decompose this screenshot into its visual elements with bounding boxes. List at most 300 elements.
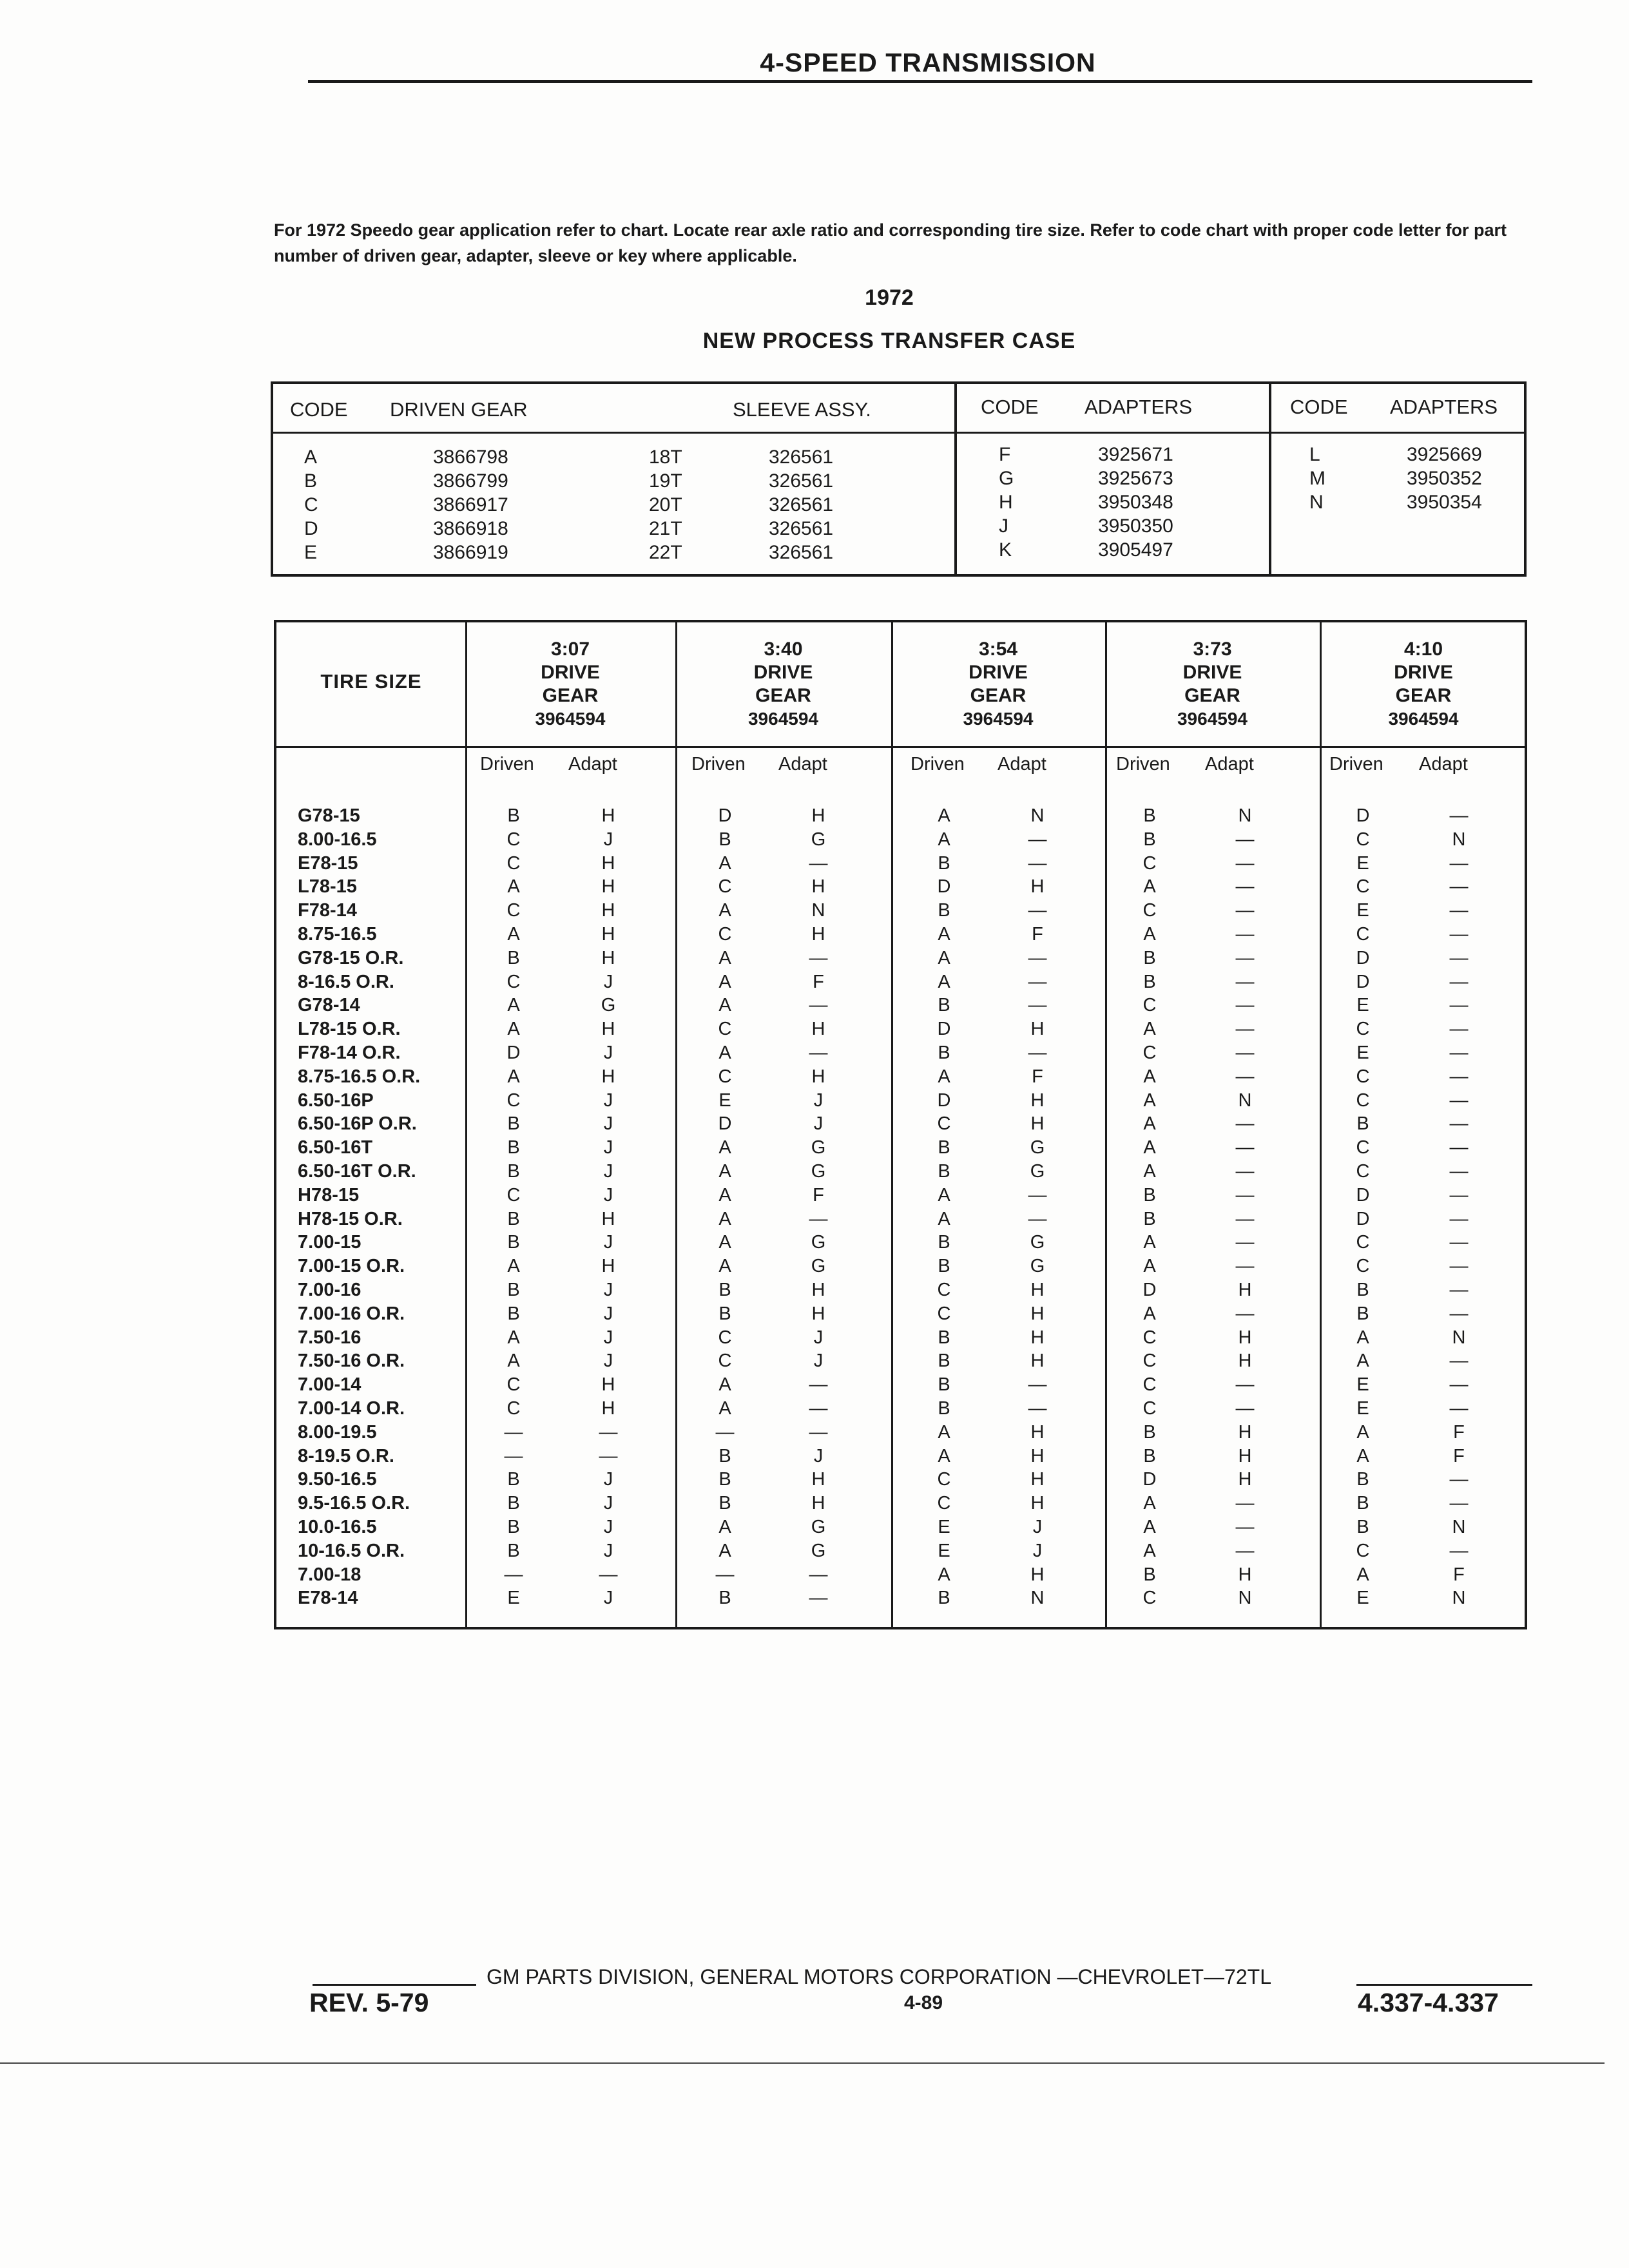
table-cell: — [1449, 1113, 1469, 1134]
table-cell: J [603, 1090, 613, 1111]
drive-gear-part: 3964594 [1177, 709, 1248, 729]
gear-sleeve-header: SLEEVE ASSY. [733, 398, 871, 421]
table-cell: E [507, 1588, 520, 1608]
table-cell: B [507, 1232, 520, 1253]
column-divider [675, 620, 677, 1629]
tire-size-label: 7.00-16 [298, 1280, 361, 1300]
table-cell: G [601, 995, 616, 1015]
gear-driven-header: DRIVEN GEAR [390, 398, 528, 421]
gear-teeth: 19T [649, 470, 682, 492]
table-cell: J [1032, 1517, 1043, 1537]
table-cell: — [1028, 900, 1047, 921]
table-cell: — [1449, 1066, 1469, 1087]
table-cell: C [1356, 1232, 1370, 1253]
adapter-part-number: 3925673 [1098, 468, 1173, 489]
table-cell: J [603, 1043, 613, 1063]
ratio-header [1320, 638, 1527, 731]
drive-label: DRIVE [1394, 662, 1453, 683]
table-cell: — [1449, 1209, 1469, 1229]
adapter-part-number: 3950352 [1407, 468, 1482, 489]
table-cell: D [1356, 805, 1370, 826]
table-cell: — [504, 1422, 523, 1443]
table-cell: H [601, 1256, 615, 1276]
tire-size-label: E78-15 [298, 853, 358, 874]
table-cell: C [1142, 995, 1157, 1015]
table-cell: H [1030, 1019, 1045, 1039]
table-cell: B [938, 995, 950, 1015]
drive-gear-part: 3964594 [1388, 709, 1459, 729]
table-cell: — [809, 1374, 828, 1395]
table-cell: D [1142, 1469, 1157, 1490]
adapter-code: K [999, 539, 1012, 561]
table-cell: E [1356, 1398, 1369, 1419]
axle-ratio: 3:40 [764, 639, 803, 660]
table-cell: B [1143, 805, 1156, 826]
table-cell: — [1449, 948, 1469, 968]
table-cell: A [1143, 1517, 1156, 1537]
table-cell: B [1143, 1185, 1156, 1206]
table-cell: — [1235, 1374, 1255, 1395]
sleeve-part-number: 326561 [769, 447, 834, 468]
ratio-header [675, 638, 891, 731]
table-cell: C [506, 853, 521, 874]
table-cell: C [937, 1493, 951, 1514]
gear-code: A [304, 447, 318, 468]
tire-size-label: 7.00-16 O.R. [298, 1303, 405, 1324]
table-cell: — [1235, 1493, 1255, 1514]
tire-size-label: F78-14 O.R. [298, 1043, 401, 1063]
table-cell: A [1143, 1090, 1156, 1111]
table-cell: — [1449, 876, 1469, 897]
table-cell: A [1356, 1446, 1369, 1466]
table-cell: C [1142, 1327, 1157, 1348]
adapter1-adapters-header: ADAPTERS [1084, 396, 1193, 418]
table-cell: A [938, 1185, 950, 1206]
gear-code-header: CODE [290, 398, 348, 421]
axle-ratio: 3:07 [550, 639, 590, 660]
table-cell: — [809, 1588, 828, 1608]
column-divider [891, 620, 893, 1629]
table-cell: — [1235, 972, 1255, 992]
table-cell: F [1032, 924, 1043, 945]
table-cell: C [1142, 1398, 1157, 1419]
axle-ratio: 3:54 [978, 639, 1018, 660]
table-cell: B [1143, 948, 1156, 968]
table-cell: A [1356, 1327, 1369, 1348]
ratio-header-rule [274, 746, 1527, 748]
driven-subheader: Driven [1329, 754, 1383, 774]
gear-part-number: 3866798 [433, 447, 508, 468]
table-cell: D [937, 876, 951, 897]
adapter-part-number: 3950354 [1407, 492, 1482, 513]
table-cell: C [1356, 1256, 1370, 1276]
table-cell: — [1028, 1209, 1047, 1229]
driven-subheader: Driven [911, 754, 965, 774]
table-cell: B [938, 1232, 950, 1253]
drive-gear-part: 3964594 [747, 709, 818, 729]
table-cell: A [1143, 924, 1156, 945]
table-cell: G [811, 1137, 826, 1158]
table-cell: C [1142, 900, 1157, 921]
table-cell: H [1238, 1469, 1252, 1490]
table-cell: H [1030, 1303, 1045, 1324]
table-cell: C [937, 1113, 951, 1134]
table-cell: — [1449, 1161, 1469, 1182]
table-cell: C [1356, 924, 1370, 945]
tire-size-label: 10.0-16.5 [298, 1517, 377, 1537]
column-divider [465, 620, 467, 1629]
table-cell: J [813, 1113, 824, 1134]
footer-page-number: 4-89 [904, 1992, 943, 2013]
table-cell: B [718, 1280, 731, 1300]
table-cell: E [938, 1541, 950, 1561]
table-cell: — [1235, 1232, 1255, 1253]
table-cell: C [1142, 1043, 1157, 1063]
table-cell: — [1235, 853, 1255, 874]
table-cell: H [1030, 1422, 1045, 1443]
table-cell: H [1238, 1564, 1252, 1585]
table-cell: B [718, 1588, 731, 1608]
table-cell: A [507, 924, 520, 945]
table-cell: E [1356, 995, 1369, 1015]
table-cell: H [1030, 1350, 1045, 1371]
table-cell: J [603, 1137, 613, 1158]
table-cell: A [507, 1350, 520, 1371]
table-cell: A [938, 805, 950, 826]
table-cell: — [1449, 805, 1469, 826]
table-cell: E [938, 1517, 950, 1537]
table-cell: H [1030, 876, 1045, 897]
table-cell: B [1356, 1303, 1369, 1324]
table-cell: C [1356, 1161, 1370, 1182]
table-cell: — [1028, 995, 1047, 1015]
table-cell: F [813, 1185, 824, 1206]
table-cell: A [718, 1209, 731, 1229]
table-cell: — [1235, 995, 1255, 1015]
table-cell: N [1452, 1588, 1466, 1608]
table-cell: C [506, 1090, 521, 1111]
table-cell: A [507, 1327, 520, 1348]
table-cell: B [938, 1161, 950, 1182]
table-cell: A [938, 1422, 950, 1443]
table-cell: — [1028, 1374, 1047, 1395]
table-cell: B [1356, 1493, 1369, 1514]
table-cell: N [811, 900, 825, 921]
table-cell: B [1356, 1280, 1369, 1300]
table-cell: — [1028, 829, 1047, 850]
sleeve-part-number: 326561 [769, 542, 834, 563]
table-cell: B [938, 900, 950, 921]
table-cell: J [813, 1327, 824, 1348]
table-cell: H [811, 1303, 825, 1324]
tire-size-label: F78-14 [298, 900, 357, 921]
driven-subheader: Driven [480, 754, 534, 774]
table-cell: — [1235, 1541, 1255, 1561]
table-cell: — [809, 1043, 828, 1063]
footer-section-number: 4.337-4.337 [1358, 1988, 1499, 2017]
table-cell: J [813, 1350, 824, 1371]
table-cell: C [937, 1469, 951, 1490]
table-cell: — [1235, 924, 1255, 945]
table-cell: — [1235, 876, 1255, 897]
table-cell: A [938, 1209, 950, 1229]
table-cell: — [809, 1398, 828, 1419]
gear-label: GEAR [1184, 685, 1240, 706]
header-rule [308, 80, 1532, 83]
table-cell: — [1235, 1209, 1255, 1229]
table-cell: C [718, 1066, 732, 1087]
table-cell: — [1449, 1137, 1469, 1158]
year-heading: 1972 [865, 285, 914, 310]
tire-size-label: 6.50-16P O.R. [298, 1113, 417, 1134]
table-cell: A [718, 1137, 731, 1158]
table-cell: B [718, 1469, 731, 1490]
table-cell: — [715, 1422, 735, 1443]
table-cell: H [1030, 1564, 1045, 1585]
table-cell: A [938, 924, 950, 945]
table-cell: D [1356, 972, 1370, 992]
table-cell: N [1452, 1327, 1466, 1348]
table-cell: G [811, 1256, 826, 1276]
table-cell: B [507, 1541, 520, 1561]
gear-label: GEAR [542, 685, 599, 706]
tire-size-label: G78-14 [298, 995, 360, 1015]
table-cell: D [718, 805, 732, 826]
table-cell: J [603, 1185, 613, 1206]
tire-size-label: 7.50-16 O.R. [298, 1350, 405, 1371]
adapter-code: N [1309, 492, 1324, 513]
table-cell: D [937, 1090, 951, 1111]
table-cell: D [718, 1113, 732, 1134]
table-cell: F [1453, 1564, 1465, 1585]
table-cell: A [507, 995, 520, 1015]
tire-size-header: TIRE SIZE [320, 670, 422, 693]
table-cell: — [1449, 900, 1469, 921]
table-cell: E [1356, 1043, 1369, 1063]
tire-size-label: 7.50-16 [298, 1327, 361, 1348]
axle-ratio: 4:10 [1403, 639, 1443, 660]
table-cell: E [1356, 853, 1369, 874]
table-cell: — [1449, 1280, 1469, 1300]
tire-size-label: 7.00-15 O.R. [298, 1256, 405, 1276]
table-cell: J [603, 1327, 613, 1348]
table-cell: B [507, 1209, 520, 1229]
table-cell: C [937, 1303, 951, 1324]
table-cell: A [1143, 1019, 1156, 1039]
table-cell: — [1449, 995, 1469, 1015]
adapter-part-number: 3925669 [1407, 444, 1482, 465]
table-cell: — [599, 1446, 618, 1466]
table-cell: A [1356, 1564, 1369, 1585]
table-cell: N [1238, 1588, 1252, 1608]
table-cell: N [1030, 1588, 1045, 1608]
table-cell: — [599, 1564, 618, 1585]
table-cell: H [811, 876, 825, 897]
table-cell: C [718, 1327, 732, 1348]
table-cell: H [1238, 1327, 1252, 1348]
table-cell: J [813, 1090, 824, 1111]
table-cell: H [1030, 1090, 1045, 1111]
table-cell: J [603, 1517, 613, 1537]
adapter-part-number: 3950350 [1098, 515, 1173, 537]
table-cell: A [938, 948, 950, 968]
table-cell: B [938, 1588, 950, 1608]
table-cell: A [1143, 876, 1156, 897]
intro-paragraph: For 1972 Speedo gear application refer to chart. Locate rear axle ratio and corresponding tire size. Refer to code chart with proper code letter for part number of driven gear, adapter, sleeve or key where applicable. [274, 220, 1507, 265]
tire-size-label: 8.00-19.5 [298, 1422, 377, 1443]
table-cell: H [601, 900, 615, 921]
adapter-code: G [999, 468, 1014, 489]
gear-label: GEAR [970, 685, 1027, 706]
table-cell: — [1235, 1066, 1255, 1087]
tire-size-label: 8.00-16.5 [298, 829, 377, 850]
table-cell: B [718, 1446, 731, 1466]
tire-size-label: 7.00-14 [298, 1374, 361, 1395]
table-cell: B [938, 1398, 950, 1419]
ratio-header [1105, 638, 1320, 731]
gear-code: D [304, 518, 318, 539]
table-cell: — [1028, 1185, 1047, 1206]
table-cell: — [1235, 1517, 1255, 1537]
table-cell: C [1142, 1374, 1157, 1395]
table-cell: E [1356, 1588, 1369, 1608]
table-cell: H [1238, 1350, 1252, 1371]
table-cell: B [507, 1517, 520, 1537]
tire-size-label: L78-15 [298, 876, 357, 897]
table-cell: H [811, 1066, 825, 1087]
table-cell: H [1030, 1327, 1045, 1348]
table-cell: C [718, 924, 732, 945]
table-cell: B [507, 948, 520, 968]
tire-size-label: 6.50-16P [298, 1090, 374, 1111]
table-cell: F [1453, 1446, 1465, 1466]
tire-size-label: 8-16.5 O.R. [298, 972, 394, 992]
table-cell: A [507, 1019, 520, 1039]
gear-teeth: 18T [649, 447, 682, 468]
gear-part-number: 3866918 [433, 518, 508, 539]
tire-size-label: 7.00-14 O.R. [298, 1398, 405, 1419]
drive-label: DRIVE [541, 662, 600, 683]
table-cell: J [603, 1493, 613, 1514]
table-cell: B [938, 1374, 950, 1395]
drive-label: DRIVE [969, 662, 1028, 683]
table-cell: — [809, 995, 828, 1015]
table-cell: C [1356, 1019, 1370, 1039]
adapter1-code-header: CODE [981, 396, 1039, 418]
gear-label: GEAR [755, 685, 811, 706]
table-cell: — [1028, 1043, 1047, 1063]
tire-size-label: 8.75-16.5 O.R. [298, 1066, 421, 1087]
table-cell: — [1449, 1256, 1469, 1276]
table-cell: A [1143, 1493, 1156, 1514]
adapter-part-number: 3905497 [1098, 539, 1173, 561]
table-cell: C [506, 829, 521, 850]
table-cell: G [1030, 1137, 1045, 1158]
table-cell: B [938, 853, 950, 874]
bottom-rule [0, 2062, 1605, 2064]
gear-teeth: 20T [649, 494, 682, 515]
table-cell: D [1356, 1209, 1370, 1229]
table-cell: A [507, 1256, 520, 1276]
gear-code: C [304, 494, 318, 515]
table-cell: B [938, 1350, 950, 1371]
table-cell: D [1356, 1185, 1370, 1206]
ratio-header [891, 638, 1105, 731]
tire-size-label: L78-15 O.R. [298, 1019, 401, 1039]
table-cell: — [1449, 972, 1469, 992]
table-cell: N [1452, 829, 1466, 850]
footer-rule-right [1356, 1984, 1532, 1986]
table-cell: N [1030, 805, 1045, 826]
table-cell: F [813, 972, 824, 992]
table-cell: A [718, 1398, 731, 1419]
table-cell: G [1030, 1232, 1045, 1253]
table-cell: B [718, 1493, 731, 1514]
table-cell: — [1235, 900, 1255, 921]
table-cell: — [1235, 1137, 1255, 1158]
table-cell: C [718, 1019, 732, 1039]
tire-size-label: G78-15 O.R. [298, 948, 404, 968]
drive-label: DRIVE [753, 662, 813, 683]
table-cell: — [809, 1209, 828, 1229]
table-cell: A [938, 1446, 950, 1466]
gear-code: B [304, 470, 318, 492]
table-cell: A [507, 1066, 520, 1087]
table-cell: J [603, 1588, 613, 1608]
table-cell: F [1453, 1422, 1465, 1443]
table-cell: A [1356, 1422, 1369, 1443]
table-cell: A [718, 1043, 731, 1063]
table-cell: A [1143, 1137, 1156, 1158]
table-cell: C [1356, 1066, 1370, 1087]
table-cell: A [938, 1564, 950, 1585]
table-cell: J [603, 1469, 613, 1490]
table-cell: H [601, 1209, 615, 1229]
subtitle-heading: NEW PROCESS TRANSFER CASE [702, 329, 1076, 353]
table-cell: C [718, 876, 732, 897]
table-cell: H [601, 805, 615, 826]
table-cell: C [1356, 829, 1370, 850]
table-cell: — [1028, 948, 1047, 968]
table-cell: F [1032, 1066, 1043, 1087]
table-cell: J [603, 1232, 613, 1253]
driven-subheader: Driven [1116, 754, 1170, 774]
tire-size-label: 8-19.5 O.R. [298, 1446, 394, 1466]
table-cell: — [1449, 1469, 1469, 1490]
tire-size-label: G78-15 [298, 805, 360, 826]
driven-subheader: Driven [691, 754, 746, 774]
table-cell: — [809, 853, 828, 874]
table-cell: G [1030, 1161, 1045, 1182]
table-cell: A [718, 1232, 731, 1253]
table-cell: C [506, 900, 521, 921]
table-header-rule [957, 432, 1269, 434]
table-cell: — [1449, 1541, 1469, 1561]
table-cell: H [1030, 1469, 1045, 1490]
table-cell: — [1449, 924, 1469, 945]
table-cell: B [1356, 1113, 1369, 1134]
table-cell: B [507, 1161, 520, 1182]
gear-code: E [304, 542, 318, 563]
table-cell: J [603, 1541, 613, 1561]
table-cell: B [1143, 829, 1156, 850]
table-cell: — [809, 1422, 828, 1443]
adapt-subheader: Adapt [568, 754, 617, 774]
table-cell: — [1235, 1185, 1255, 1206]
column-divider [1105, 620, 1107, 1629]
table-cell: C [718, 1350, 732, 1371]
table-cell: H [1238, 1280, 1252, 1300]
